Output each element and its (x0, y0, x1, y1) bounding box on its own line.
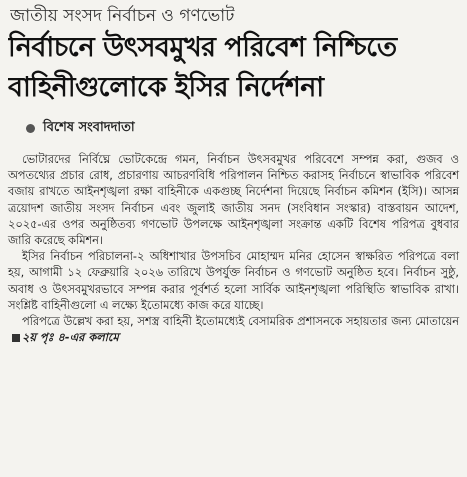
paragraph-3-text: পরিপত্রে উল্লেখ করা হয়, সশস্ত্র বাহিনী ইতোমধ্যেই বেসামরিক প্রশাসনকে সহায়তার জন্য মোতায়েন (22, 315, 459, 329)
kicker: জাতীয় সংসদ নির্বাচন ও গণভোট (10, 6, 235, 26)
byline (8, 118, 459, 138)
paragraph-1: ভোটারদের নির্বিঘ্নে ভোটকেন্দ্রে গমন, নির্বাচন উৎসবমুখর পরিবেশে সম্পন্ন করা, গুজব ও অপতথ্যের প্রচার রোধ, প্রচারণায় আচরণবিধি পরিপালন নিশ্চিত করাসহ নির্বাচনে স্বাভাবিক পরিবেশ বজায় রাখতে আইনশৃঙ্খলা রক্ষা বাহিনীকে একগুচ্ছ নির্দেশনা দিয়েছে নির্বাচন কমিশন (ইসি)। আসন্ন ত্রয়োদশ জাতীয় সংসদ নির্বাচন এবং জুলাই জাতীয় সনদ (সংবিধান সংস্কার) বাস্তবায়ন আদেশ, ২০২৫-এর ওপর অনুষ্ঠিতব্য গণভোট উপলক্ষে আইনশৃঙ্খলা সংক্রান্ত একটি বিশেষ পরিপত্র বুধবার জারি করেছে কমিশন। (8, 153, 459, 248)
headline (8, 28, 459, 108)
article-body (8, 152, 459, 346)
byline-text: বিশেষ সংবাদদাতা (43, 119, 135, 135)
square-marker-icon (12, 334, 20, 342)
continuation-note: ২য় পৃঃ ৪-এর কলামে (22, 331, 119, 345)
headline-line-2: বাহিনীগুলোকে ইসির নির্দেশনা (8, 72, 324, 103)
headline-line-1: নির্বাচনে উৎসবমুখর পরিবেশ নিশ্চিতে (8, 32, 397, 63)
paragraph-2: ইসির নির্বাচন পরিচালনা-২ অধিশাখার উপসচিব মোহাম্মদ মনির হোসেন স্বাক্ষরিত পরিপত্রে বলা হয়, আগামী ১২ ফেব্রুয়ারি ২০২৬ তারিখে উপর্যুক্ত নির্বাচন ও গণভোট অনুষ্ঠিত হবে। নির্বাচন সুষ্ঠু, অবাধ ও উৎসবমুখরভাবে সম্পন্ন করার পূর্বশর্ত হলো সার্বিক আইনশৃঙ্খলা পরিস্থিতি স্বাভাবিক রাখা। সংশ্লিষ্ট বাহিনীগুলো এ লক্ষ্যে ইতোমধ্যে কাজ করে যাচ্ছে। (8, 250, 459, 312)
paragraph-3 (8, 314, 459, 346)
byline-bullet-icon (26, 124, 35, 133)
